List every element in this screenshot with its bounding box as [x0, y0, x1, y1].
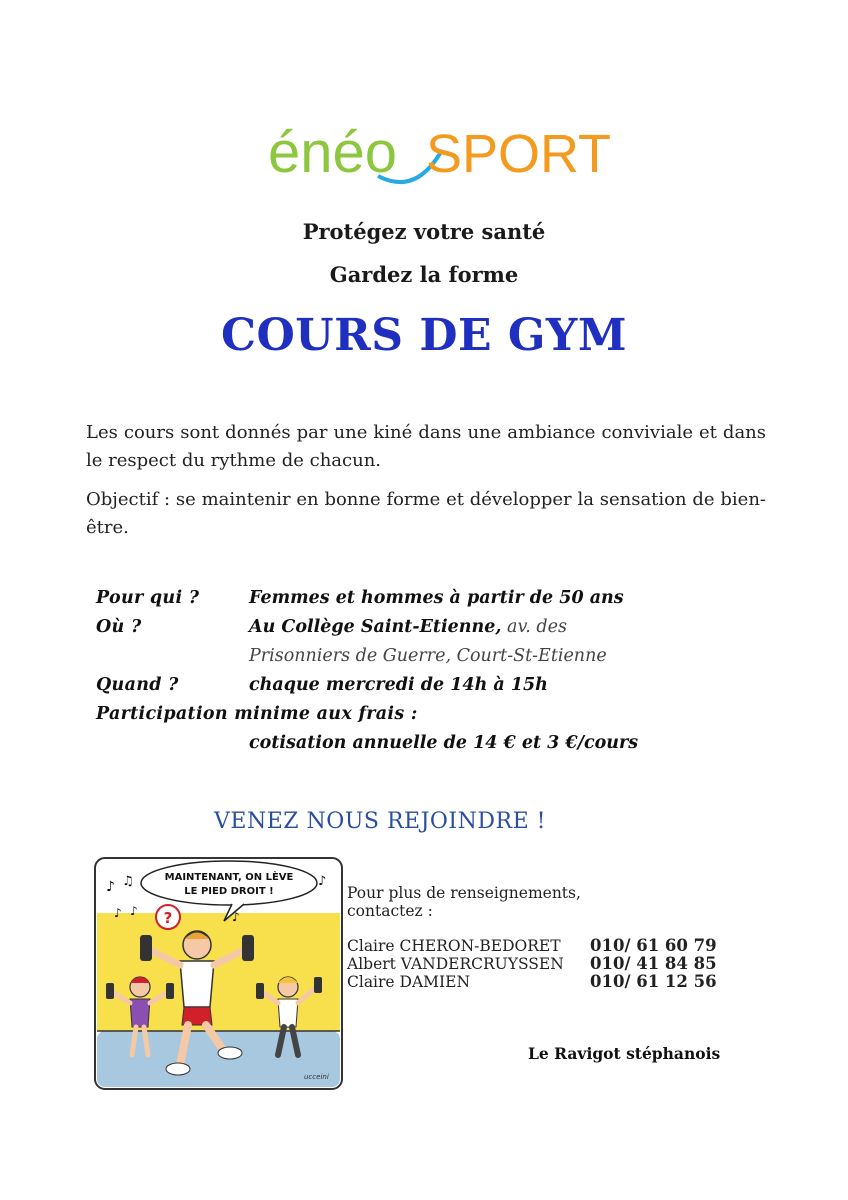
speech-bubble [141, 861, 317, 905]
logo-text-sport: SPORT [426, 124, 612, 184]
who-label: Pour qui ? [96, 588, 200, 608]
music-note-icon: ♪ [130, 904, 138, 918]
when-value: chaque mercredi de 14h à 15h [249, 675, 548, 695]
contact-person [347, 955, 767, 973]
music-note-icon: ♪ [318, 874, 327, 889]
logo-graphic [266, 114, 612, 190]
music-note-icon: ♪ [106, 879, 115, 895]
join-us-heading: VENEZ NOUS REJOINDRE ! [214, 809, 546, 834]
question-mark: ? [163, 909, 173, 927]
music-note-icon: ♫ [122, 874, 134, 889]
contact-name: Albert VANDERCRUYSSEN [347, 955, 564, 973]
music-note-icon: ♪ [114, 906, 122, 920]
tagline-fitness: Gardez la forme [329, 262, 519, 287]
page-title: COURS DE GYM [220, 310, 628, 361]
contact-intro [347, 884, 767, 920]
gym-cartoon [92, 855, 345, 1092]
info-row-fee-label [96, 704, 796, 733]
contact-person [347, 973, 767, 991]
intro-paragraph: Les cours sont donnés par une kiné dans une ambiance conviviale et dans le respect du rythme de chacun. [86, 422, 766, 471]
logo-text-eneo: énéo [268, 120, 398, 185]
fee-value: cotisation annuelle de 14 € et 3 €/cours [249, 733, 639, 753]
tagline-health: Protégez votre santé [302, 219, 546, 244]
info-row-who [96, 588, 796, 617]
where-value-street: av. des [501, 617, 567, 637]
contact-intro-line-2: contactez : [347, 902, 433, 920]
contact-phone: 010/ 61 12 56 [590, 972, 717, 991]
music-note-icon: ♪ [232, 910, 240, 924]
artist-signature: ucceini [304, 1073, 329, 1081]
who-value: Femmes et hommes à partir de 50 ans [249, 588, 624, 608]
contact-name: Claire DAMIEN [347, 973, 471, 991]
where-value [249, 617, 567, 637]
contact-name: Claire CHERON-BEDORET [347, 937, 561, 955]
contact-phone: 010/ 61 60 79 [590, 936, 717, 955]
info-row-when [96, 675, 796, 704]
info-row-where-2 [96, 646, 796, 675]
contact-phone: 010/ 41 84 85 [590, 954, 717, 973]
fee-label: Participation minime aux frais : [96, 704, 418, 724]
where-value-line2: Prisonniers de Guerre, Court-St-Etienne [249, 646, 607, 666]
info-row-where [96, 617, 796, 646]
contact-person [347, 937, 767, 955]
when-label: Quand ? [96, 675, 179, 695]
eneo-sport-logo [266, 114, 612, 190]
info-row-fee-value [96, 733, 796, 762]
contact-block [347, 884, 767, 991]
footer-signature: Le Ravigot stéphanois [528, 1044, 721, 1063]
speech-line-1: MAINTENANT, ON LÈVE [164, 872, 294, 883]
course-info [96, 588, 796, 762]
objective-paragraph: Objectif : se maintenir en bonne forme et développer la sensation de bien-être. [86, 489, 766, 538]
cartoon-illustration [92, 855, 345, 1092]
where-label: Où ? [96, 617, 142, 637]
where-value-venue: Au Collège Saint-Etienne, [249, 617, 502, 637]
speech-line-2: LE PIED DROIT ! [184, 886, 274, 897]
contact-intro-line-1: Pour plus de renseignements, [347, 884, 581, 902]
